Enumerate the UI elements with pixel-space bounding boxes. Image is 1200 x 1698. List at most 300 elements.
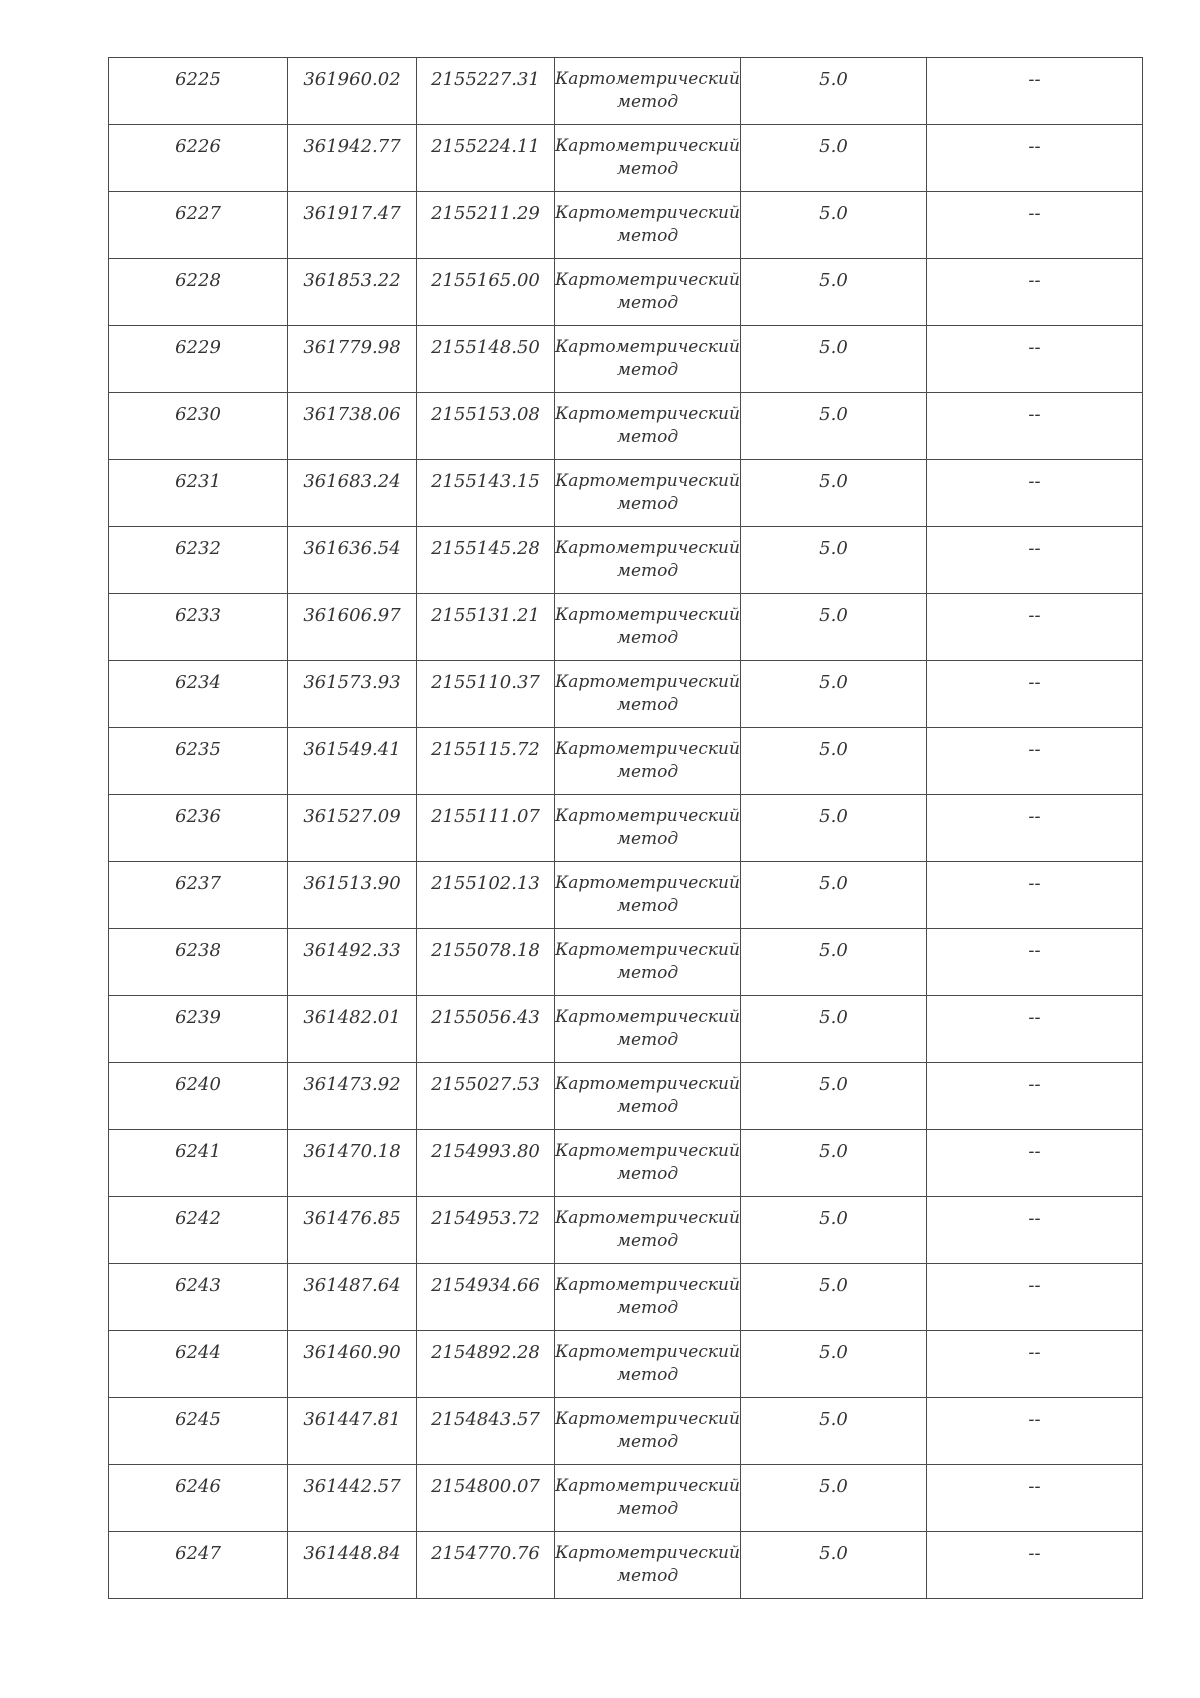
table-row [109,1398,1143,1465]
method-text-line: метод [616,762,679,782]
x-coordinate-text: 361549.41 [303,739,401,760]
x-coordinate-text: 361853.22 [303,270,401,291]
accuracy-cell [741,460,927,527]
note-cell [927,929,1143,996]
point-number-cell [109,460,288,527]
y-coordinate-cell [417,1331,555,1398]
y-coordinate-text: 2154934.66 [431,1275,540,1296]
x-coordinate-cell [288,996,417,1063]
method-cell [555,728,741,795]
accuracy-text: 5.0 [819,672,848,693]
y-coordinate-cell [417,58,555,125]
point-number-text: 6226 [175,136,221,157]
x-coordinate-text: 361606.97 [303,605,401,626]
method-cell [555,594,741,661]
method-text-line: Картометрический [555,1074,740,1094]
accuracy-text: 5.0 [819,471,848,492]
y-coordinate-text: 2155148.50 [431,337,540,358]
accuracy-cell [741,661,927,728]
accuracy-cell [741,1130,927,1197]
method-text-line: метод [616,427,679,447]
table-row [109,1197,1143,1264]
note-text: -- [1028,1342,1041,1363]
method-text-line: Картометрический [555,940,740,960]
y-coordinate-cell [417,527,555,594]
point-number-cell [109,1465,288,1532]
point-number-text: 6231 [175,471,221,492]
accuracy-cell [741,1063,927,1130]
y-coordinate-cell [417,192,555,259]
x-coordinate-cell [288,661,417,728]
x-coordinate-text: 361460.90 [303,1342,401,1363]
method-cell [555,125,741,192]
x-coordinate-text: 361482.01 [303,1007,401,1028]
method-text-line: Картометрический [555,471,740,491]
method-cell [555,1264,741,1331]
table-row [109,460,1143,527]
accuracy-cell [741,1331,927,1398]
method-text-line: Картометрический [555,337,740,357]
accuracy-text: 5.0 [819,1342,848,1363]
method-text-line: метод [616,92,679,112]
method-text-line: Картометрический [555,538,740,558]
y-coordinate-text: 2155102.13 [431,873,540,894]
y-coordinate-text: 2155131.21 [431,605,540,626]
note-cell [927,259,1143,326]
y-coordinate-cell [417,1063,555,1130]
point-number-text: 6233 [175,605,221,626]
point-number-text: 6243 [175,1275,221,1296]
point-number-cell [109,1264,288,1331]
accuracy-cell [741,862,927,929]
note-cell [927,192,1143,259]
y-coordinate-text: 2155115.72 [431,739,540,760]
note-text: -- [1028,203,1041,224]
x-coordinate-text: 361487.64 [303,1275,401,1296]
y-coordinate-text: 2155224.11 [431,136,540,157]
accuracy-cell [741,728,927,795]
method-text-line: Картометрический [555,404,740,424]
note-cell [927,661,1143,728]
method-text-line: метод [616,1231,679,1251]
accuracy-text: 5.0 [819,739,848,760]
point-number-text: 6229 [175,337,221,358]
point-number-text: 6246 [175,1476,221,1497]
method-text-line: метод [616,1432,679,1452]
accuracy-text: 5.0 [819,873,848,894]
y-coordinate-text: 2155056.43 [431,1007,540,1028]
note-text: -- [1028,940,1041,961]
x-coordinate-cell [288,594,417,661]
x-coordinate-text: 361779.98 [303,337,401,358]
y-coordinate-cell [417,594,555,661]
accuracy-text: 5.0 [819,605,848,626]
note-text: -- [1028,1007,1041,1028]
x-coordinate-cell [288,1465,417,1532]
y-coordinate-text: 2155027.53 [431,1074,540,1095]
accuracy-cell [741,929,927,996]
x-coordinate-cell [288,460,417,527]
point-number-text: 6228 [175,270,221,291]
accuracy-cell [741,1465,927,1532]
note-cell [927,1331,1143,1398]
point-number-text: 6239 [175,1007,221,1028]
x-coordinate-cell [288,125,417,192]
note-cell [927,527,1143,594]
point-number-cell [109,795,288,862]
point-number-cell [109,1331,288,1398]
point-number-cell [109,1130,288,1197]
x-coordinate-cell [288,326,417,393]
y-coordinate-text: 2155145.28 [431,538,540,559]
x-coordinate-cell [288,728,417,795]
x-coordinate-cell [288,393,417,460]
note-cell [927,1465,1143,1532]
accuracy-text: 5.0 [819,270,848,291]
accuracy-text: 5.0 [819,538,848,559]
accuracy-text: 5.0 [819,806,848,827]
note-text: -- [1028,672,1041,693]
point-number-cell [109,125,288,192]
note-cell [927,1063,1143,1130]
accuracy-text: 5.0 [819,404,848,425]
accuracy-text: 5.0 [819,203,848,224]
point-number-cell [109,259,288,326]
table-row [109,594,1143,661]
y-coordinate-cell [417,1532,555,1599]
y-coordinate-text: 2155111.07 [431,806,540,827]
x-coordinate-cell [288,1398,417,1465]
method-cell [555,661,741,728]
x-coordinate-text: 361683.24 [303,471,401,492]
method-text-line: метод [616,226,679,246]
method-cell [555,527,741,594]
point-number-text: 6230 [175,404,221,425]
y-coordinate-cell [417,1264,555,1331]
note-cell [927,862,1143,929]
method-text-line: метод [616,1566,679,1586]
note-text: -- [1028,605,1041,626]
table-row [109,795,1143,862]
note-text: -- [1028,806,1041,827]
accuracy-cell [741,1398,927,1465]
method-text-line: метод [616,829,679,849]
x-coordinate-text: 361527.09 [303,806,401,827]
method-text-line: Картометрический [555,672,740,692]
point-number-cell [109,862,288,929]
note-cell [927,125,1143,192]
method-text-line: Картометрический [555,1476,740,1496]
x-coordinate-text: 361917.47 [303,203,401,224]
table-row [109,393,1143,460]
accuracy-text: 5.0 [819,1409,848,1430]
method-cell [555,58,741,125]
method-cell [555,1130,741,1197]
method-cell [555,326,741,393]
method-cell [555,862,741,929]
y-coordinate-cell [417,259,555,326]
accuracy-text: 5.0 [819,1074,848,1095]
accuracy-text: 5.0 [819,1141,848,1162]
note-text: -- [1028,1074,1041,1095]
method-cell [555,929,741,996]
method-text-line: Картометрический [555,1409,740,1429]
x-coordinate-cell [288,1264,417,1331]
point-number-cell [109,58,288,125]
method-cell [555,1331,741,1398]
method-text-line: метод [616,360,679,380]
x-coordinate-cell [288,1130,417,1197]
method-text-line: метод [616,1030,679,1050]
y-coordinate-cell [417,862,555,929]
point-number-cell [109,393,288,460]
point-number-cell [109,661,288,728]
method-text-line: Картометрический [555,1275,740,1295]
accuracy-cell [741,1532,927,1599]
point-number-text: 6244 [175,1342,221,1363]
note-cell [927,996,1143,1063]
accuracy-text: 5.0 [819,1007,848,1028]
y-coordinate-text: 2155078.18 [431,940,540,961]
point-number-cell [109,1197,288,1264]
method-text-line: Картометрический [555,1208,740,1228]
method-text-line: метод [616,494,679,514]
x-coordinate-cell [288,1331,417,1398]
table-row [109,125,1143,192]
point-number-text: 6240 [175,1074,221,1095]
method-text-line: метод [616,561,679,581]
table-row [109,326,1143,393]
note-cell [927,326,1143,393]
x-coordinate-cell [288,795,417,862]
accuracy-text: 5.0 [819,1208,848,1229]
x-coordinate-text: 361447.81 [303,1409,401,1430]
x-coordinate-cell [288,259,417,326]
y-coordinate-cell [417,460,555,527]
note-text: -- [1028,1208,1041,1229]
note-cell [927,795,1143,862]
x-coordinate-cell [288,1063,417,1130]
point-number-text: 6247 [175,1543,221,1564]
method-text-line: Картометрический [555,1342,740,1362]
x-coordinate-cell [288,929,417,996]
table-row [109,1331,1143,1398]
method-cell [555,1532,741,1599]
accuracy-cell [741,125,927,192]
method-text-line: Картометрический [555,873,740,893]
table-row [109,1465,1143,1532]
note-cell [927,58,1143,125]
table-row [109,527,1143,594]
coordinates-table [108,57,1143,1599]
accuracy-text: 5.0 [819,1543,848,1564]
table-row [109,192,1143,259]
table-row [109,1063,1143,1130]
method-text-line: Картометрический [555,203,740,223]
point-number-text: 6238 [175,940,221,961]
method-text-line: метод [616,1164,679,1184]
x-coordinate-text: 361942.77 [303,136,401,157]
note-cell [927,1398,1143,1465]
note-text: -- [1028,136,1041,157]
table-row [109,1264,1143,1331]
point-number-cell [109,594,288,661]
method-cell [555,460,741,527]
point-number-cell [109,996,288,1063]
method-text-line: Картометрический [555,1543,740,1563]
method-cell [555,795,741,862]
note-cell [927,460,1143,527]
method-text-line: Картометрический [555,739,740,759]
x-coordinate-text: 361470.18 [303,1141,401,1162]
y-coordinate-cell [417,929,555,996]
method-text-line: Картометрический [555,136,740,156]
point-number-cell [109,1398,288,1465]
method-text-line: метод [616,1097,679,1117]
y-coordinate-cell [417,326,555,393]
accuracy-cell [741,58,927,125]
point-number-text: 6234 [175,672,221,693]
document-page [108,57,1142,1599]
point-number-text: 6236 [175,806,221,827]
y-coordinate-cell [417,795,555,862]
point-number-cell [109,728,288,795]
note-cell [927,728,1143,795]
x-coordinate-cell [288,1532,417,1599]
method-cell [555,259,741,326]
note-cell [927,1532,1143,1599]
x-coordinate-text: 361448.84 [303,1543,401,1564]
method-text-line: Картометрический [555,69,740,89]
x-coordinate-text: 361442.57 [303,1476,401,1497]
note-text: -- [1028,1409,1041,1430]
note-text: -- [1028,1275,1041,1296]
point-number-text: 6241 [175,1141,221,1162]
method-text-line: метод [616,293,679,313]
accuracy-cell [741,326,927,393]
x-coordinate-text: 361492.33 [303,940,401,961]
x-coordinate-text: 361738.06 [303,404,401,425]
note-text: -- [1028,404,1041,425]
accuracy-text: 5.0 [819,940,848,961]
note-text: -- [1028,337,1041,358]
table-row [109,661,1143,728]
y-coordinate-cell [417,1197,555,1264]
y-coordinate-text: 2155211.29 [431,203,540,224]
method-text-line: метод [616,159,679,179]
accuracy-cell [741,527,927,594]
note-text: -- [1028,1476,1041,1497]
x-coordinate-cell [288,192,417,259]
y-coordinate-cell [417,393,555,460]
accuracy-cell [741,795,927,862]
table-row [109,1130,1143,1197]
accuracy-cell [741,192,927,259]
x-coordinate-cell [288,862,417,929]
y-coordinate-cell [417,1465,555,1532]
y-coordinate-cell [417,1398,555,1465]
y-coordinate-text: 2155165.00 [431,270,540,291]
note-cell [927,1197,1143,1264]
method-cell [555,192,741,259]
method-text-line: Картометрический [555,270,740,290]
method-text-line: Картометрический [555,1141,740,1161]
note-cell [927,393,1143,460]
point-number-text: 6227 [175,203,221,224]
note-cell [927,1264,1143,1331]
method-cell [555,1063,741,1130]
method-cell [555,1197,741,1264]
note-cell [927,1130,1143,1197]
method-text-line: метод [616,628,679,648]
y-coordinate-text: 2154993.80 [431,1141,540,1162]
x-coordinate-cell [288,58,417,125]
method-cell [555,393,741,460]
method-text-line: метод [616,1298,679,1318]
table-row [109,58,1143,125]
note-text: -- [1028,739,1041,760]
x-coordinate-text: 361476.85 [303,1208,401,1229]
accuracy-text: 5.0 [819,1476,848,1497]
point-number-text: 6225 [175,69,221,90]
accuracy-cell [741,996,927,1063]
note-text: -- [1028,471,1041,492]
method-text-line: метод [616,896,679,916]
point-number-cell [109,326,288,393]
y-coordinate-cell [417,1130,555,1197]
table-row [109,929,1143,996]
note-text: -- [1028,69,1041,90]
y-coordinate-cell [417,661,555,728]
x-coordinate-cell [288,527,417,594]
note-text: -- [1028,538,1041,559]
point-number-cell [109,1063,288,1130]
method-text-line: Картометрический [555,605,740,625]
x-coordinate-text: 361513.90 [303,873,401,894]
x-coordinate-cell [288,1197,417,1264]
method-text-line: метод [616,963,679,983]
coordinates-table-body [109,58,1143,1599]
point-number-text: 6242 [175,1208,221,1229]
accuracy-cell [741,259,927,326]
table-row [109,862,1143,929]
table-row [109,728,1143,795]
table-row [109,1532,1143,1599]
y-coordinate-text: 2154770.76 [431,1543,540,1564]
method-cell [555,996,741,1063]
y-coordinate-text: 2154892.28 [431,1342,540,1363]
table-row [109,996,1143,1063]
x-coordinate-text: 361960.02 [303,69,401,90]
x-coordinate-text: 361636.54 [303,538,401,559]
point-number-cell [109,527,288,594]
y-coordinate-text: 2154843.57 [431,1409,540,1430]
y-coordinate-cell [417,125,555,192]
method-text-line: метод [616,1365,679,1385]
point-number-text: 6237 [175,873,221,894]
point-number-cell [109,192,288,259]
x-coordinate-text: 361573.93 [303,672,401,693]
point-number-text: 6232 [175,538,221,559]
accuracy-cell [741,1264,927,1331]
y-coordinate-text: 2155227.31 [431,69,540,90]
method-text-line: метод [616,695,679,715]
method-text-line: Картометрический [555,806,740,826]
accuracy-text: 5.0 [819,337,848,358]
accuracy-cell [741,594,927,661]
point-number-cell [109,929,288,996]
accuracy-text: 5.0 [819,136,848,157]
